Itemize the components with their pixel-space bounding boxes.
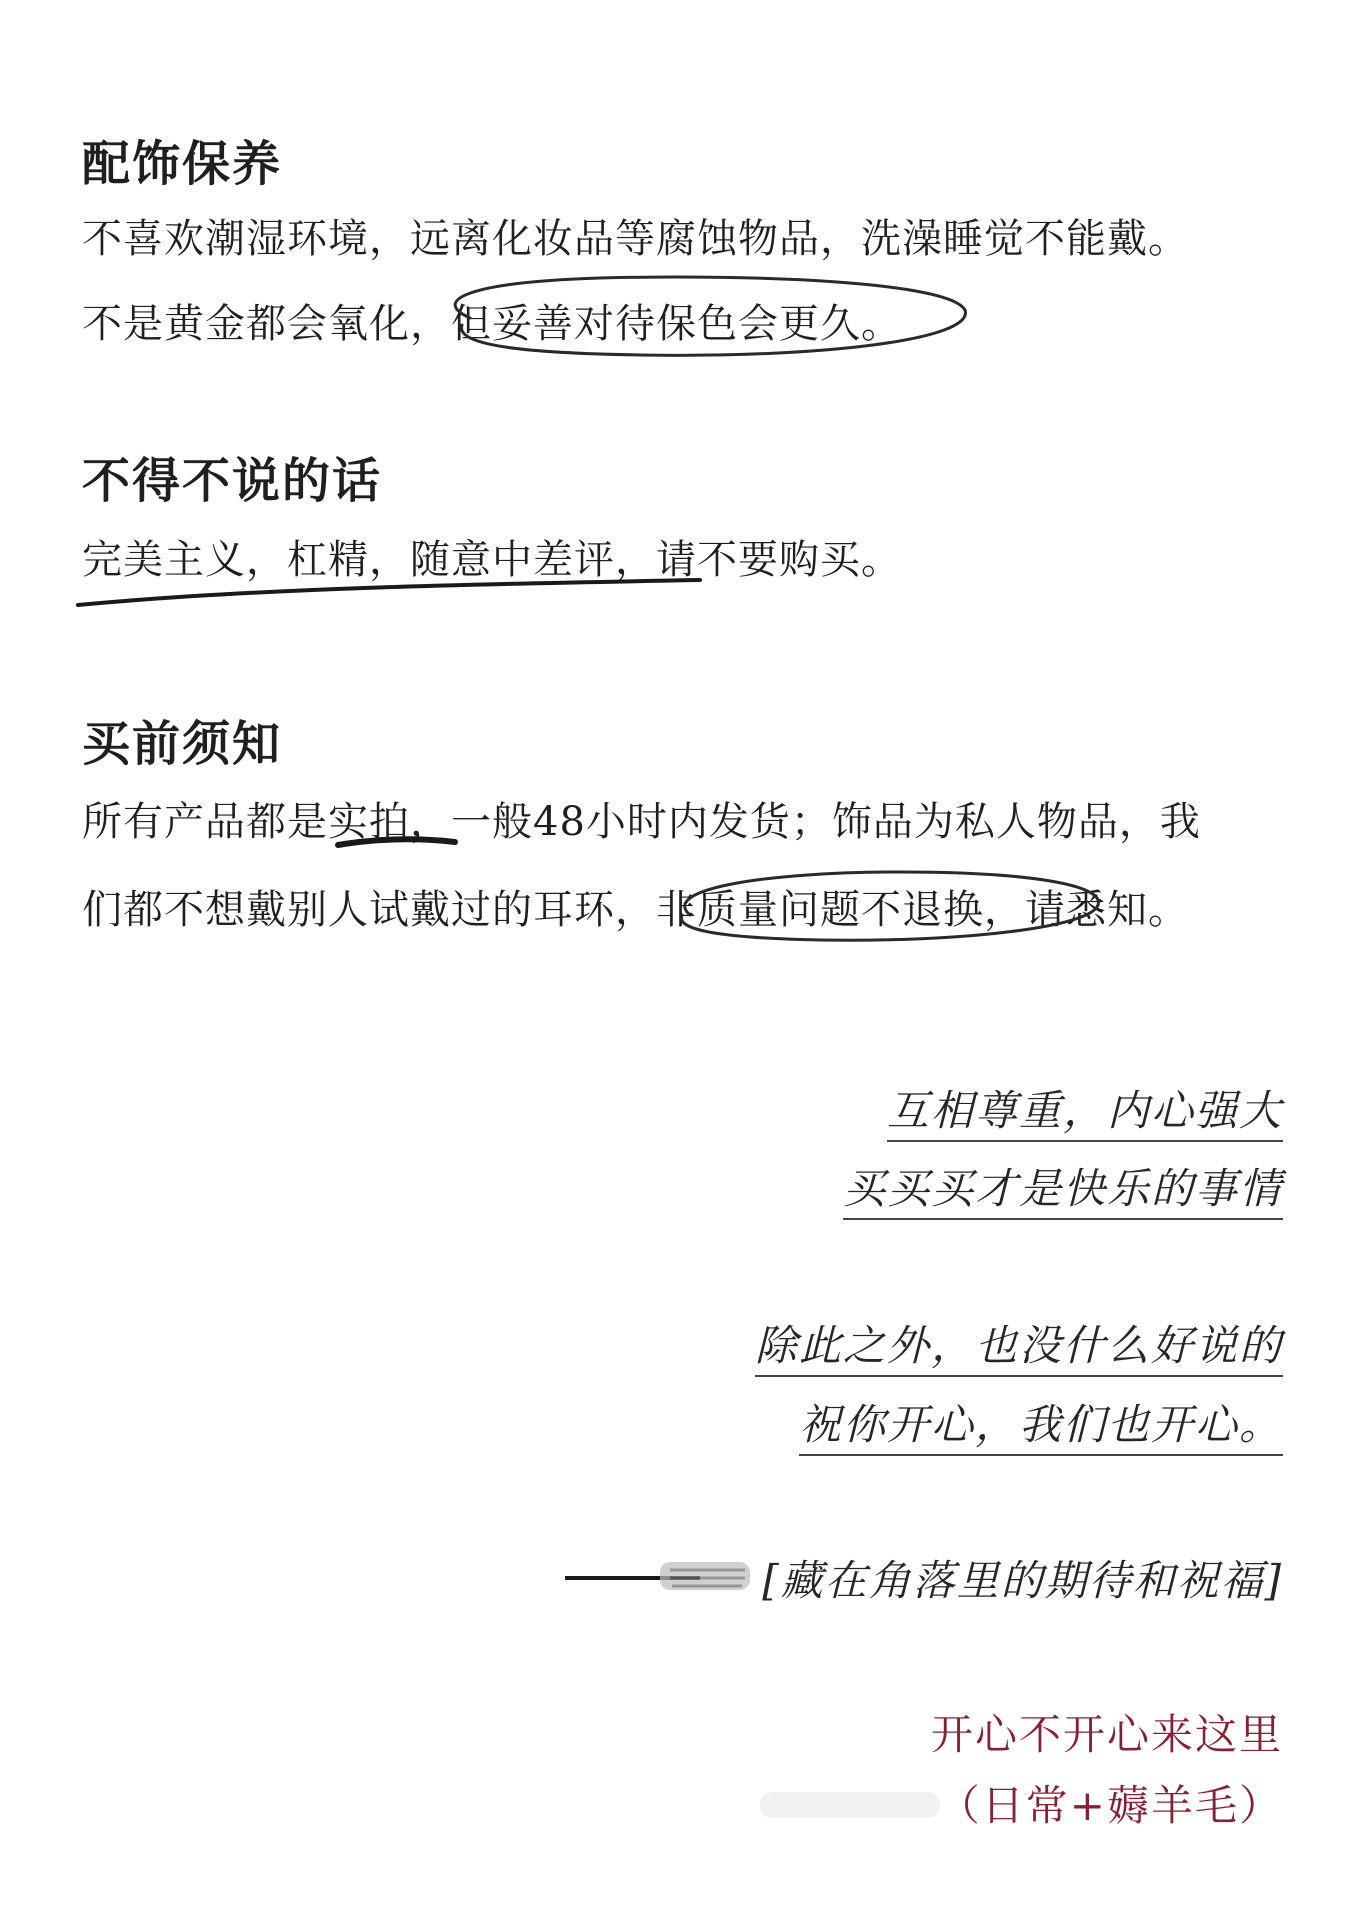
quote-be-happy: 祝你开心，我们也开心。 — [799, 1392, 1283, 1456]
signature-blessing: [藏在角落里的期待和祝福] — [762, 1556, 1283, 1605]
prebuy-line-1: 所有产品都是实拍，一般48小时内发货；饰品为私人物品，我 — [82, 799, 1201, 845]
care-line-2: 不是黄金都会氧化，但妥善对待保色会更久。 — [82, 301, 902, 347]
care-heading: 配饰保养 — [82, 136, 283, 192]
quote-respect: 互相尊重，内心强大 — [887, 1078, 1283, 1142]
quote-shopping: 买买买才是快乐的事情 — [843, 1156, 1283, 1220]
care-line-1: 不喜欢潮湿环境，远离化妆品等腐蚀物品，洗澡睡觉不能戴。 — [82, 216, 1189, 262]
notice-heading: 不得不说的话 — [82, 453, 383, 509]
notice-line-1: 完美主义，杠精，随意中差评，请不要购买。 — [82, 537, 902, 583]
quote-nothing-else: 除此之外，也没什么好说的 — [755, 1313, 1283, 1377]
footer-line-2: （日常+薅羊毛） — [937, 1781, 1283, 1830]
prebuy-heading: 买前须知 — [82, 716, 283, 772]
redacted-footer-blur — [760, 1792, 940, 1818]
redacted-scribble — [660, 1562, 750, 1590]
footer-line-1: 开心不开心来这里 — [930, 1710, 1283, 1759]
prebuy-line-2: 们都不想戴别人试戴过的耳环，非质量问题不退换，请悉知。 — [82, 887, 1189, 933]
